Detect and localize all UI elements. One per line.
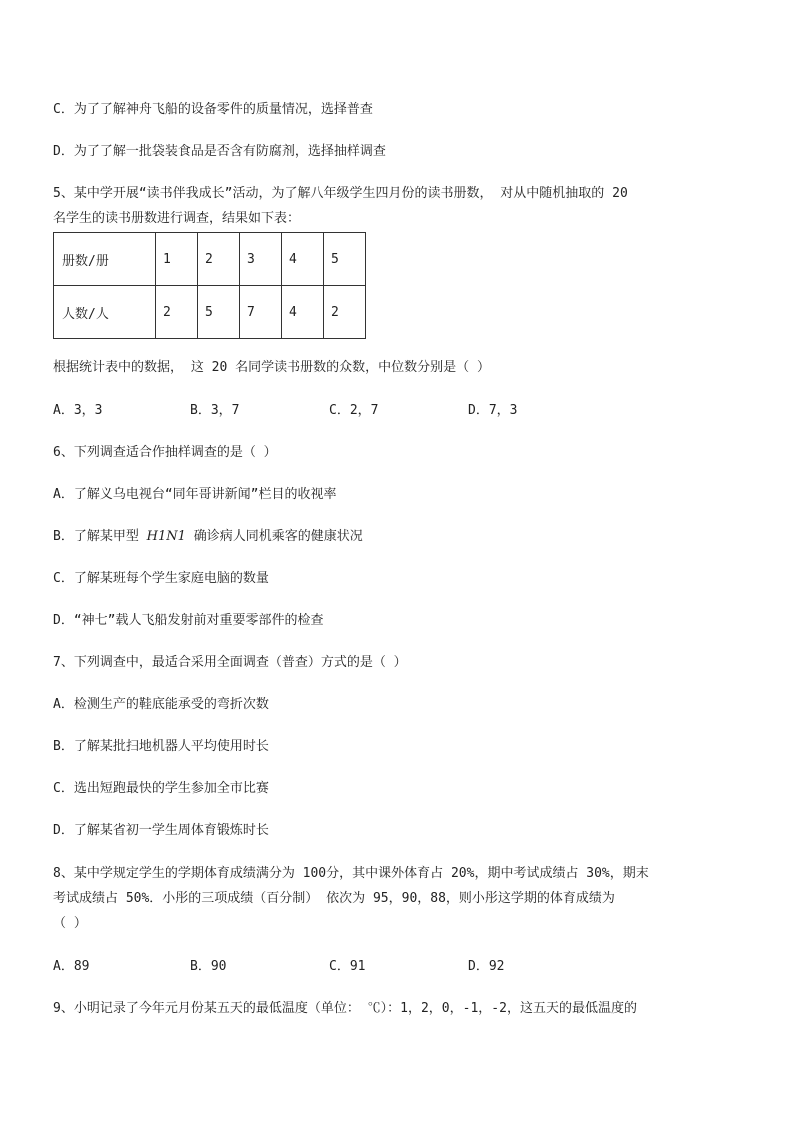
- table-row-label: 册数/册: [54, 233, 156, 286]
- q5-option-b[interactable]: B．3，7: [190, 403, 240, 418]
- q5-option-a[interactable]: A．3，3: [53, 403, 103, 418]
- h1n1-formula: H1N1: [146, 529, 186, 544]
- q7-stem: 7、下列调查中，最适合采用全面调查（普查）方式的是（ ）: [53, 655, 407, 670]
- table-row: [54, 233, 366, 286]
- table-cell: 3: [240, 233, 282, 286]
- q6-stem: 6、下列调查适合作抽样调查的是（ ）: [53, 445, 277, 460]
- q8-option-d[interactable]: D．92: [468, 959, 505, 974]
- q5-stem-line2: 名学生的读书册数进行调查，结果如下表：: [53, 211, 301, 226]
- q5-stats-table: [53, 232, 366, 339]
- q8-answer-blank: （ ）: [53, 916, 87, 931]
- table-cell: 5: [198, 286, 240, 339]
- q8-option-a[interactable]: A．89: [53, 959, 90, 974]
- q5-options: [53, 402, 653, 420]
- table-cell: 4: [282, 233, 324, 286]
- q5-option-c[interactable]: C．2，7: [329, 403, 379, 418]
- q6-option-c[interactable]: C．了解某班每个学生家庭电脑的数量: [53, 571, 269, 586]
- q5-question: 根据统计表中的数据， 这 20 名同学读书册数的众数，中位数分别是（ ）: [53, 360, 490, 375]
- q8-stem-line1: 8、某中学规定学生的学期体育成绩满分为 100分，其中课外体育占 20%，期中考试成绩占 30%，期末: [53, 866, 649, 881]
- table-cell: 4: [282, 286, 324, 339]
- table-cell: 7: [240, 286, 282, 339]
- q8-stem-line2: 考试成绩占 50%．小彤的三项成绩（百分制） 依次为 95，90，88，则小彤这学期的体育成绩为: [53, 891, 615, 906]
- q8-option-c[interactable]: C．91: [329, 959, 366, 974]
- q7-option-d[interactable]: D．了解某省初一学生周体育锻炼时长: [53, 823, 269, 838]
- q7-option-a[interactable]: A．检测生产的鞋底能承受的弯折次数: [53, 697, 269, 712]
- table-cell: 2: [156, 286, 198, 339]
- table-row-label: 人数/人: [54, 286, 156, 339]
- q5-stem-line1: 5、某中学开展“读书伴我成长”活动，为了解八年级学生四月份的读书册数， 对从中随机抽取的 20: [53, 186, 628, 201]
- q9-stem-line1: 9、小明记录了今年元月份某五天的最低温度（单位： ℃）：1，2，0，-1，-2，这五天的最低温度的: [53, 1001, 637, 1016]
- q6-option-b-prefix: B．了解某甲型: [53, 529, 147, 544]
- q4-option-c: C．为了了解神舟飞船的设备零件的质量情况，选择普查: [53, 102, 373, 117]
- q5-option-d[interactable]: D．7，3: [468, 403, 518, 418]
- q6-option-d[interactable]: D．“神七”载人飞船发射前对重要零部件的检查: [53, 613, 324, 628]
- table-cell: 2: [324, 286, 366, 339]
- q8-option-b[interactable]: B．90: [190, 959, 227, 974]
- q6-option-b-suffix: 确诊病人同机乘客的健康状况: [185, 529, 363, 544]
- q6-option-b[interactable]: [53, 528, 363, 546]
- q7-option-b[interactable]: B．了解某批扫地机器人平均使用时长: [53, 739, 269, 754]
- table-cell: 5: [324, 233, 366, 286]
- q4-option-d: D．为了了解一批袋装食品是否含有防腐剂，选择抽样调查: [53, 144, 386, 159]
- table-row: [54, 286, 366, 339]
- q8-options: [53, 958, 653, 976]
- q7-option-c[interactable]: C．选出短跑最快的学生参加全市比赛: [53, 781, 269, 796]
- q6-option-a[interactable]: A．了解义乌电视台“同年哥讲新闻”栏目的收视率: [53, 487, 337, 502]
- table-cell: 1: [156, 233, 198, 286]
- table-cell: 2: [198, 233, 240, 286]
